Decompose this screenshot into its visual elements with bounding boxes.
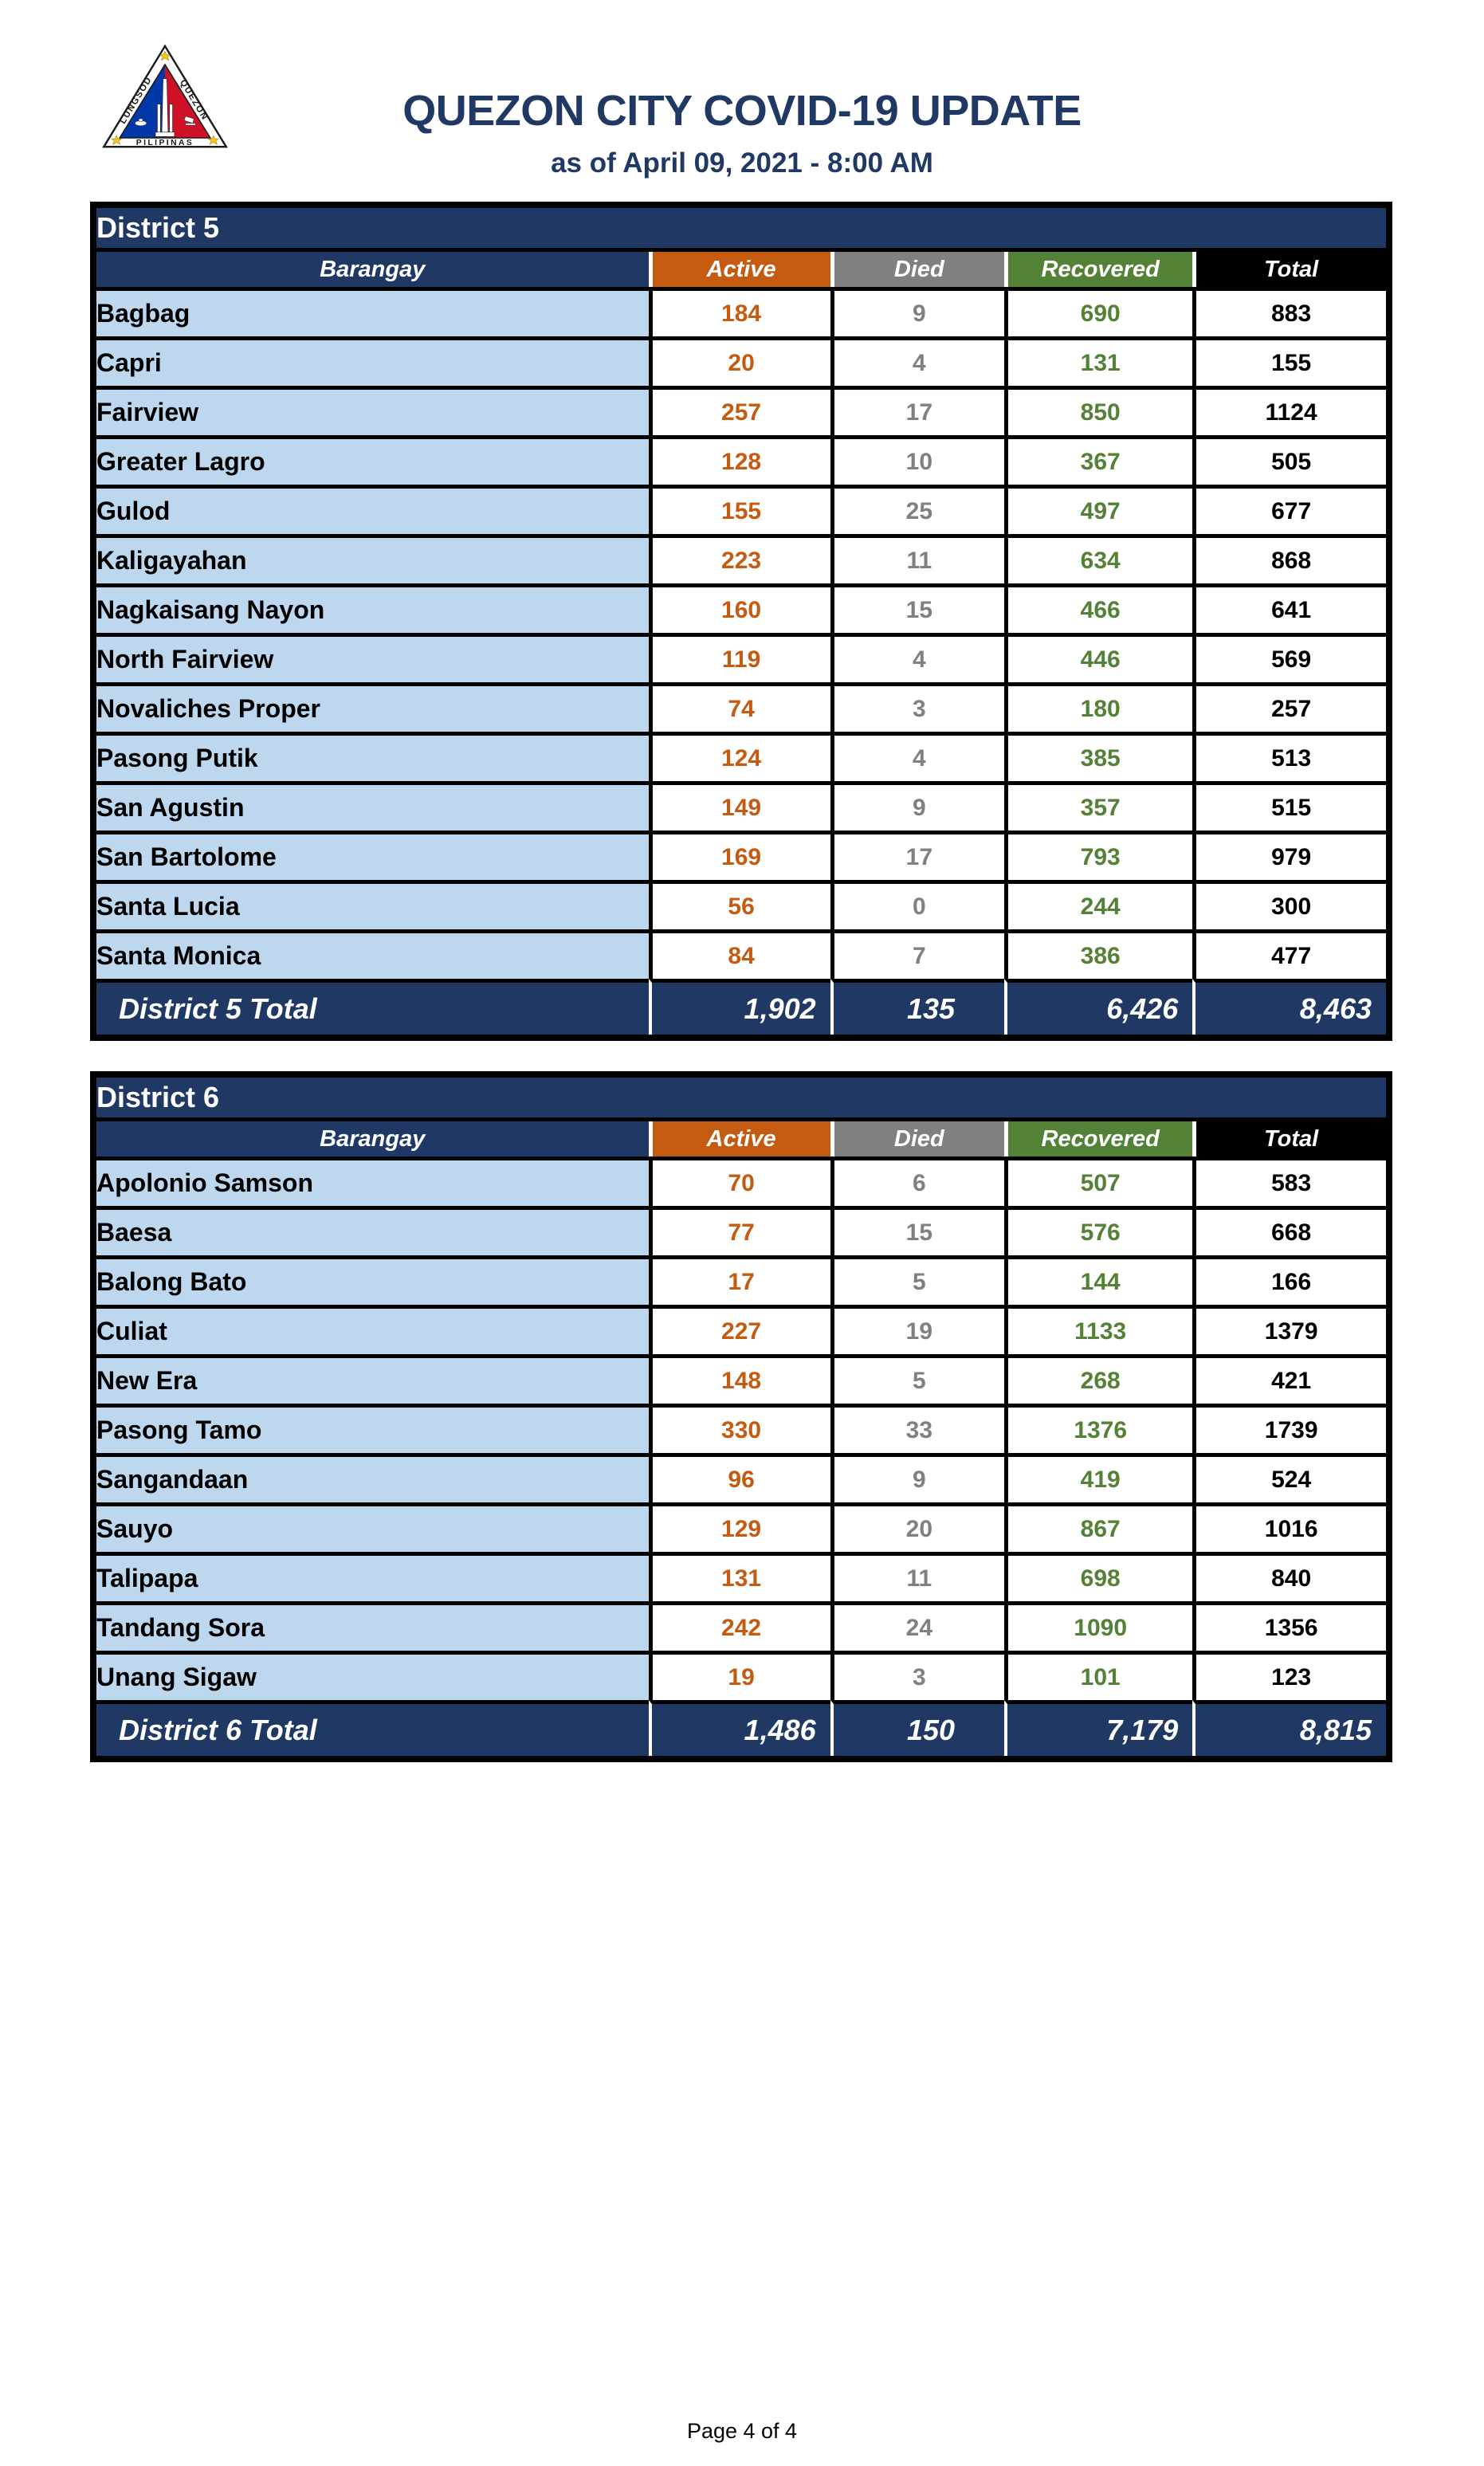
active-cell: 129 [649,1502,830,1552]
recovered-cell: 466 [1004,583,1192,633]
barangay-cell: Baesa [96,1206,649,1255]
table-row [96,1206,1386,1255]
died-cell: 19 [830,1305,1004,1354]
district-tables [90,202,1392,1762]
table-row [96,1651,1386,1700]
recovered-cell: 793 [1004,831,1192,880]
table-row [96,1255,1386,1305]
recovered-cell: 446 [1004,633,1192,682]
recovered-cell: 1376 [1004,1404,1192,1453]
district-total-active: 1,486 [649,1700,830,1756]
district-total-row [96,1700,1386,1756]
recovered-cell: 180 [1004,682,1192,732]
barangay-cell: Nagkaisang Nayon [96,583,649,633]
page-subtitle: as of April 09, 2021 - 8:00 AM [551,147,933,179]
total-cell: 569 [1192,633,1386,682]
barangay-cell: Sangandaan [96,1453,649,1502]
recovered-cell: 386 [1004,929,1192,979]
recovered-cell: 497 [1004,485,1192,534]
recovered-cell: 101 [1004,1651,1192,1700]
table-row [96,633,1386,682]
died-cell: 4 [830,336,1004,386]
barangay-cell: Gulod [96,485,649,534]
total-cell: 1124 [1192,386,1386,435]
table-row [96,1453,1386,1502]
column-header-barangay: Barangay [96,1121,649,1156]
total-cell: 515 [1192,781,1386,831]
barangay-cell: Culiat [96,1305,649,1354]
district-table [90,1071,1392,1762]
died-cell: 0 [830,880,1004,929]
died-cell: 10 [830,435,1004,485]
recovered-cell: 507 [1004,1156,1192,1206]
barangay-cell: Tandang Sora [96,1601,649,1651]
total-cell: 668 [1192,1206,1386,1255]
table-row [96,336,1386,386]
district-title-row [96,1078,1386,1121]
recovered-cell: 268 [1004,1354,1192,1404]
district-total-recovered: 7,179 [1004,1700,1192,1756]
column-header-total: Total [1192,252,1386,287]
column-header-recovered: Recovered [1004,1121,1192,1156]
died-cell: 3 [830,1651,1004,1700]
died-cell: 5 [830,1255,1004,1305]
active-cell: 184 [649,287,830,336]
table-row [96,1156,1386,1206]
active-cell: 330 [649,1404,830,1453]
total-cell: 1016 [1192,1502,1386,1552]
page-number: Page 4 of 4 [686,2419,798,2443]
died-cell: 6 [830,1156,1004,1206]
recovered-cell: 131 [1004,336,1192,386]
total-cell: 155 [1192,336,1386,386]
district-total-recovered: 6,426 [1004,979,1192,1035]
recovered-cell: 850 [1004,386,1192,435]
died-cell: 9 [830,1453,1004,1502]
barangay-cell: Pasong Putik [96,732,649,781]
died-cell: 11 [830,1552,1004,1601]
table-row [96,929,1386,979]
barangay-cell: Greater Lagro [96,435,649,485]
died-cell: 3 [830,682,1004,732]
column-header-active: Active [649,252,830,287]
district-total-total: 8,463 [1192,979,1386,1035]
barangay-cell: New Era [96,1354,649,1404]
table-body [96,1156,1386,1700]
district-total-active: 1,902 [649,979,830,1035]
recovered-cell: 385 [1004,732,1192,781]
active-cell: 56 [649,880,830,929]
column-header-row [96,1121,1386,1156]
active-cell: 242 [649,1601,830,1651]
seal-text-quezon: QUEZON [178,78,210,123]
died-cell: 25 [830,485,1004,534]
barangay-cell: Apolonio Samson [96,1156,649,1206]
barangay-cell: Santa Monica [96,929,649,979]
table-row [96,435,1386,485]
barangay-cell: North Fairview [96,633,649,682]
total-cell: 513 [1192,732,1386,781]
active-cell: 20 [649,336,830,386]
active-cell: 119 [649,633,830,682]
recovered-cell: 867 [1004,1502,1192,1552]
page-title: QUEZON CITY COVID-19 UPDATE [402,87,1082,135]
died-cell: 15 [830,583,1004,633]
active-cell: 131 [649,1552,830,1601]
active-cell: 17 [649,1255,830,1305]
active-cell: 74 [649,682,830,732]
table-body [96,287,1386,979]
active-cell: 96 [649,1453,830,1502]
died-cell: 5 [830,1354,1004,1404]
total-cell: 1739 [1192,1404,1386,1453]
table-row [96,732,1386,781]
active-cell: 227 [649,1305,830,1354]
active-cell: 257 [649,386,830,435]
barangay-cell: Unang Sigaw [96,1651,649,1700]
total-cell: 677 [1192,485,1386,534]
table-row [96,781,1386,831]
district-total-label: District 6 Total [96,1700,649,1756]
barangay-cell: Santa Lucia [96,880,649,929]
died-cell: 20 [830,1502,1004,1552]
active-cell: 148 [649,1354,830,1404]
table-row [96,287,1386,336]
barangay-cell: San Agustin [96,781,649,831]
column-header-barangay: Barangay [96,252,649,287]
active-cell: 124 [649,732,830,781]
active-cell: 77 [649,1206,830,1255]
died-cell: 4 [830,732,1004,781]
recovered-cell: 698 [1004,1552,1192,1601]
total-cell: 641 [1192,583,1386,633]
total-cell: 524 [1192,1453,1386,1502]
died-cell: 33 [830,1404,1004,1453]
died-cell: 24 [830,1601,1004,1651]
district-title-row [96,208,1386,252]
total-cell: 868 [1192,534,1386,583]
active-cell: 128 [649,435,830,485]
column-header-died: Died [830,1121,1004,1156]
table-row [96,1404,1386,1453]
total-cell: 477 [1192,929,1386,979]
recovered-cell: 1133 [1004,1305,1192,1354]
district-title: District 6 [96,1078,1386,1121]
active-cell: 149 [649,781,830,831]
district-total-row [96,979,1386,1035]
barangay-cell: Bagbag [96,287,649,336]
died-cell: 17 [830,386,1004,435]
recovered-cell: 357 [1004,781,1192,831]
total-cell: 1356 [1192,1601,1386,1651]
district-total-died: 150 [830,1700,1004,1756]
recovered-cell: 144 [1004,1255,1192,1305]
district-title: District 5 [96,208,1386,252]
died-cell: 15 [830,1206,1004,1255]
table-row [96,386,1386,435]
column-header-total: Total [1192,1121,1386,1156]
active-cell: 155 [649,485,830,534]
barangay-cell: Balong Bato [96,1255,649,1305]
recovered-cell: 419 [1004,1453,1192,1502]
total-cell: 979 [1192,831,1386,880]
table-row [96,880,1386,929]
table-row [96,1354,1386,1404]
recovered-cell: 367 [1004,435,1192,485]
recovered-cell: 576 [1004,1206,1192,1255]
barangay-cell: Capri [96,336,649,386]
total-cell: 257 [1192,682,1386,732]
column-header-recovered: Recovered [1004,252,1192,287]
barangay-cell: San Bartolome [96,831,649,880]
total-cell: 505 [1192,435,1386,485]
active-cell: 19 [649,1651,830,1700]
table-row [96,534,1386,583]
report-header [0,0,1484,202]
died-cell: 9 [830,287,1004,336]
column-header-died: Died [830,252,1004,287]
total-cell: 300 [1192,880,1386,929]
died-cell: 4 [830,633,1004,682]
total-cell: 166 [1192,1255,1386,1305]
table-row [96,831,1386,880]
recovered-cell: 1090 [1004,1601,1192,1651]
table-row [96,583,1386,633]
barangay-cell: Pasong Tamo [96,1404,649,1453]
district-total-label: District 5 Total [96,979,649,1035]
recovered-cell: 690 [1004,287,1192,336]
table-row [96,485,1386,534]
died-cell: 17 [830,831,1004,880]
total-cell: 421 [1192,1354,1386,1404]
table-row [96,1552,1386,1601]
table-row [96,1601,1386,1651]
died-cell: 11 [830,534,1004,583]
seal-text-lungsod: LUNGSOD [118,75,155,126]
active-cell: 160 [649,583,830,633]
total-cell: 123 [1192,1651,1386,1700]
total-cell: 883 [1192,287,1386,336]
column-header-row [96,252,1386,287]
recovered-cell: 244 [1004,880,1192,929]
died-cell: 7 [830,929,1004,979]
active-cell: 223 [649,534,830,583]
district-total-total: 8,815 [1192,1700,1386,1756]
recovered-cell: 634 [1004,534,1192,583]
total-cell: 1379 [1192,1305,1386,1354]
svg-text:PILIPINAS [136,139,194,147]
barangay-cell: Talipapa [96,1552,649,1601]
active-cell: 169 [649,831,830,880]
district-total-died: 135 [830,979,1004,1035]
barangay-cell: Kaligayahan [96,534,649,583]
column-header-active: Active [649,1121,830,1156]
seal-text-pilipinas: PILIPINAS [135,138,194,147]
barangay-cell: Fairview [96,386,649,435]
barangay-cell: Novaliches Proper [96,682,649,732]
district-table [90,202,1392,1041]
total-cell: 583 [1192,1156,1386,1206]
table-row [96,1502,1386,1552]
barangay-cell: Sauyo [96,1502,649,1552]
table-row [96,682,1386,732]
active-cell: 70 [649,1156,830,1206]
active-cell: 84 [649,929,830,979]
died-cell: 9 [830,781,1004,831]
total-cell: 840 [1192,1552,1386,1601]
table-row [96,1305,1386,1354]
